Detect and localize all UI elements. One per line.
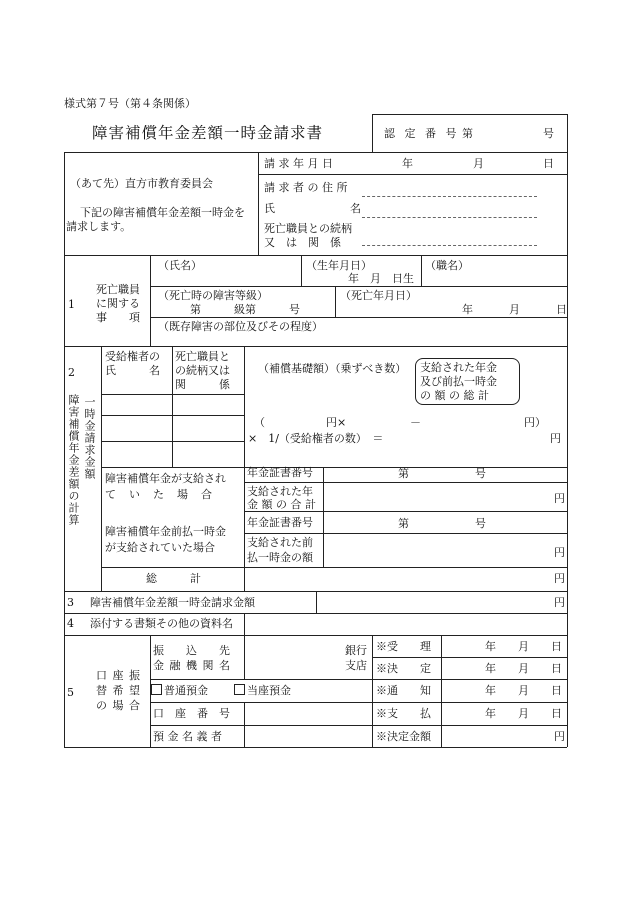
advance-cert-no-value: 第 号: [398, 517, 486, 530]
relation-label-1: 死亡職員との続柄: [264, 222, 352, 235]
line: [372, 114, 373, 152]
office-decided-amount-yen: 円: [554, 730, 565, 743]
calc-yen-times: 円×: [326, 416, 347, 429]
advance-total-label-1: 支給された前: [247, 536, 313, 549]
line: [64, 635, 567, 636]
pension-total-yen: 円: [554, 492, 565, 505]
claimant-address-label: 請 求 者 の 住 所: [264, 181, 348, 194]
sec3-label: 障害補償年金差額一時金請求金額: [90, 596, 255, 609]
line: [372, 635, 373, 747]
line: [101, 394, 244, 395]
bank-label-1: 振 込 先: [153, 644, 230, 657]
intro-text-1: 下記の障害補償年金差額一時金を: [80, 206, 245, 219]
relation-col-label-3: 関 係: [175, 378, 230, 391]
claim-date-label: 請 求 年 月 日: [264, 157, 333, 170]
addressee: （あて先）直方市教育委員会: [70, 177, 213, 190]
disability-grade-value: 第 級第 号: [190, 303, 300, 316]
form-title: 障害補償年金差額一時金請求書: [92, 124, 324, 142]
calc-close: 円）: [524, 416, 546, 429]
office-receipt-date: 年 月 日: [485, 640, 562, 653]
pension-paid-label-2: て い た 場 合: [105, 488, 213, 501]
line: [372, 657, 567, 658]
line: [150, 679, 567, 680]
relation-col-label-2: の続柄又は: [175, 364, 230, 377]
line: [323, 511, 324, 567]
line: [301, 255, 302, 286]
current-label: 当座預金: [247, 684, 291, 697]
line: [150, 255, 151, 346]
line: [244, 511, 567, 512]
name-label-mei: 名: [350, 202, 361, 215]
calc-minus: －: [410, 416, 421, 429]
calc-yen: 円: [550, 432, 561, 445]
line: [244, 482, 567, 483]
relation-col-label-1: 死亡職員と: [175, 350, 230, 363]
line: [64, 747, 567, 748]
ordinary-label: 普通預金: [164, 684, 208, 697]
line: [244, 613, 245, 635]
paid-total-label-3: の 額 の 総 計: [420, 389, 489, 402]
line: [101, 415, 244, 416]
sec5-heading-2: 替 希 望: [96, 684, 141, 697]
bank-suffix: 銀行: [345, 644, 367, 657]
cert-no-label: 年金証書番号: [247, 466, 313, 479]
sec2-heading-b: 一時金請求金額: [83, 396, 96, 480]
office-decision-label: ※決 定: [376, 662, 431, 675]
line: [150, 317, 567, 318]
line: [150, 702, 567, 703]
advance-total-label-2: 払一時金の額: [247, 551, 313, 564]
line: [244, 346, 245, 591]
claim-date-day: 日: [543, 157, 554, 170]
line: [64, 346, 567, 347]
line: [101, 467, 567, 468]
ordinary-deposit-option[interactable]: [151, 684, 208, 697]
line: [64, 152, 567, 153]
line: [372, 114, 567, 115]
line: [258, 174, 567, 175]
sec3-number: 3: [67, 596, 74, 609]
grand-total-yen: 円: [554, 572, 565, 585]
current-checkbox[interactable]: [234, 684, 245, 695]
office-notice-label: ※通 知: [376, 684, 431, 697]
job-title-label: （職名）: [425, 259, 469, 272]
calc-line-2: × 1/（受給権者の数） ＝: [248, 432, 384, 445]
account-number-label: 口 座 番 号: [153, 707, 230, 720]
deceased-name-label: （氏名）: [158, 259, 202, 272]
office-decided-amount-label: ※決定金額: [376, 730, 431, 743]
advance-label-2: が支給されていた場合: [105, 541, 215, 554]
line: [64, 613, 567, 614]
sec5-heading-1: 口 座 振: [96, 669, 141, 682]
sec4-label: 添付する書類その他の資料名: [90, 617, 233, 630]
pension-total-label-1: 支給された年: [247, 485, 313, 498]
name-label-shi: 氏: [264, 202, 275, 215]
line: [441, 635, 442, 747]
cert-number-go: 号: [543, 127, 554, 140]
office-payment-date: 年 月 日: [485, 707, 562, 720]
pension-total-label-2: 金 額 の 合 計: [247, 498, 316, 511]
line: [64, 255, 567, 256]
claim-date-month: 月: [473, 157, 484, 170]
disability-grade-label: （死亡時の障害等級）: [158, 289, 268, 302]
office-payment-label: ※支 払: [376, 707, 431, 720]
existing-disability-label: （既存障害の部位及びその程度）: [158, 320, 323, 333]
line: [101, 346, 102, 591]
line: [244, 533, 567, 534]
ordinary-checkbox[interactable]: [151, 684, 162, 695]
line: [64, 152, 65, 747]
line: [101, 441, 244, 442]
basic-amount-label: （補償基礎額）（乗ずべき数）: [258, 362, 407, 375]
sec1-heading-3: 事 項: [96, 311, 140, 324]
office-receipt-label: ※受 理: [376, 640, 431, 653]
advance-cert-no-label: 年金証書番号: [247, 516, 313, 529]
form-number: 様式第７号（第４条関係）: [64, 97, 196, 110]
line: [101, 567, 567, 568]
advance-label-1: 障害補償年金前払一時金: [105, 525, 226, 538]
line: [150, 725, 567, 726]
cert-no-value: 第 号: [398, 467, 486, 480]
sec1-number: 1: [68, 298, 75, 311]
account-holder-label: 預 金 名 義 者: [153, 730, 222, 743]
recipient-name-label-2: 氏 名: [105, 364, 160, 377]
sec5-number: 5: [67, 686, 74, 699]
line: [244, 635, 245, 679]
office-notice-date: 年 月 日: [485, 684, 562, 697]
intro-text-2: 請求します。: [66, 220, 132, 233]
bank-label-2: 金 融 機 関 名: [153, 659, 231, 672]
line: [150, 286, 567, 287]
line: [421, 255, 422, 286]
line: [335, 286, 336, 317]
line: [172, 346, 173, 467]
sec3-yen: 円: [554, 596, 565, 609]
recipient-name-label-1: 受給権者の: [105, 350, 160, 363]
office-decision-date: 年 月 日: [485, 662, 562, 675]
line: [567, 114, 568, 747]
sec1-heading-2: に関する: [96, 297, 140, 310]
cert-number-label: 認 定 番 号: [384, 127, 460, 140]
branch-suffix: 支店: [345, 659, 367, 672]
sec4-number: 4: [67, 617, 74, 630]
line: [323, 467, 324, 511]
sec1-heading-1: 死亡職員: [96, 283, 140, 296]
calc-open: （: [254, 416, 265, 429]
birth-date-units: 年 月 日生: [348, 272, 414, 285]
grand-total-label: 総 計: [146, 572, 201, 585]
name-field[interactable]: [362, 217, 537, 218]
pension-paid-label-1: 障害補償年金が支給され: [105, 472, 226, 485]
sec5-heading-3: の 場 合: [96, 699, 141, 712]
sec2-heading-a: 障害補償年金差額の計算: [67, 394, 80, 526]
line: [316, 591, 317, 613]
cert-number-dai: 第: [462, 127, 473, 140]
paid-total-label-1: 支給された年金: [420, 361, 497, 374]
relation-field[interactable]: [362, 245, 537, 246]
address-field[interactable]: [362, 196, 537, 197]
advance-total-yen: 円: [554, 546, 565, 559]
relation-label-2: 又 は 関 係: [264, 236, 341, 249]
line: [258, 152, 259, 255]
claim-date-year: 年: [402, 157, 413, 170]
death-date-day: 日: [556, 303, 567, 316]
current-deposit-option[interactable]: [234, 684, 291, 697]
birth-date-label: （生年月日）: [306, 259, 372, 272]
death-date-label: （死亡年月日）: [340, 289, 417, 302]
sec2-number: 2: [68, 366, 75, 379]
death-date-year: 年: [462, 303, 473, 316]
paid-total-label-2: 及び前払一時金: [420, 375, 497, 388]
death-date-month: 月: [509, 303, 520, 316]
